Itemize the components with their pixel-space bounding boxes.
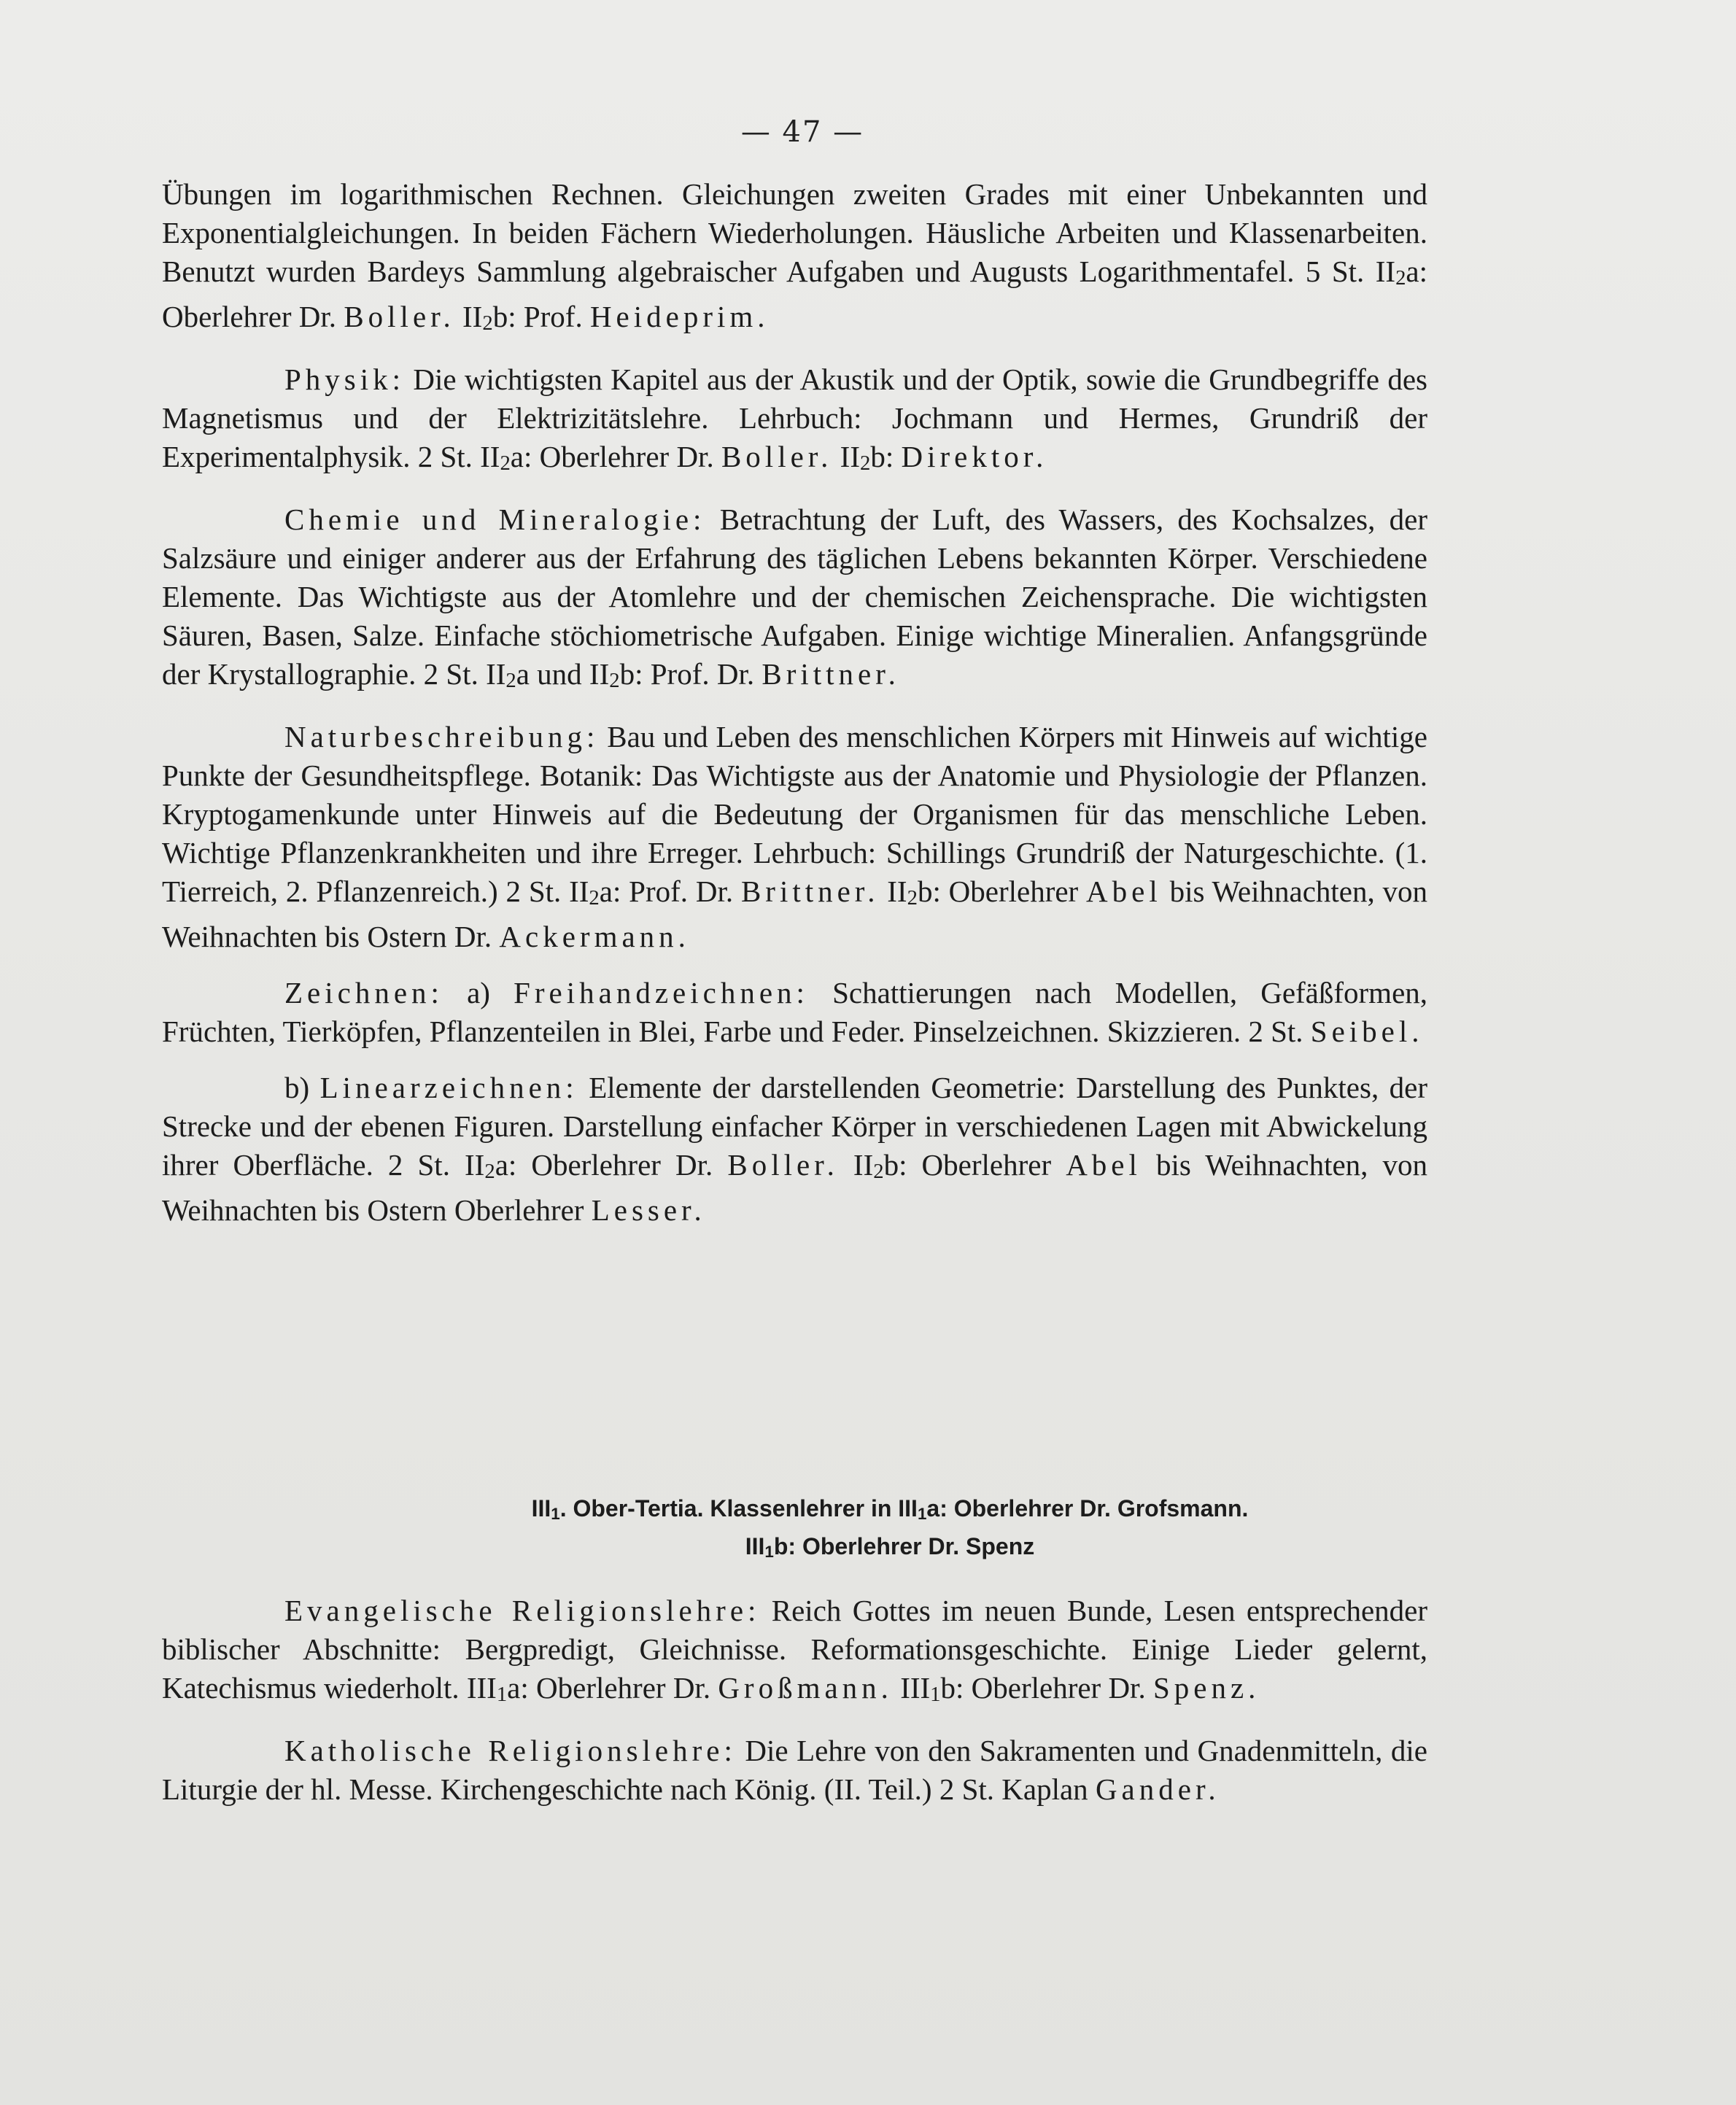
subscript: 2 [500, 451, 511, 475]
subscript: 1 [764, 1543, 774, 1561]
paragraph-text: a: Oberlehrer Dr. [162, 255, 1427, 333]
teacher-name: Abel [1086, 875, 1162, 908]
subscript: 2 [482, 311, 493, 335]
zeichnen-paragraph [162, 974, 1427, 1051]
page-number: — 47 — [740, 115, 864, 149]
paragraph-text: Die Lehre von den Sakramenten und Gnadenmitteln, die Liturgie der hl. Messe. Kirchengeschichte nach König. (II. Teil.) 2 St. Kaplan [162, 1734, 1427, 1806]
paragraph-text: Elemente der darstellenden Geometrie: Darstellung des Punktes, der Strecke und der ebenen Figuren. Darstellung einfacher Körper in verschiedenen Lagen mit Abwickelung ihrer Oberfläche. 2 St. II [162, 1071, 1428, 1182]
subscript: 2 [859, 451, 871, 475]
paragraph-text: b) [284, 1071, 310, 1104]
paragraph-text: II [853, 1148, 874, 1182]
teacher-name: Brittner. [740, 875, 880, 908]
paragraph-text: a: Oberlehrer Dr. [510, 440, 714, 473]
physik-paragraph [162, 360, 1427, 483]
paragraph-text: b: Prof. Dr. [619, 657, 755, 691]
subject-label: Chemie und Mineralogie: [284, 503, 706, 536]
paragraph-text: II [840, 440, 860, 473]
paragraph-text: b: Oberlehrer [883, 1148, 1052, 1182]
paragraph-text: Reich Gottes im neuen Bunde, Lesen entsprechender biblischer Abschnitte: Bergpredigt, Gleichnisse. Reformationsgeschichte. Einige Lieder gelernt, Katechismus wiederholt. III [162, 1594, 1428, 1705]
curriculum-upper-block [162, 175, 1427, 1247]
heading-text: a: Oberlehrer Dr. Grofsmann. [926, 1495, 1249, 1521]
teacher-name: Heideprim. [589, 300, 770, 333]
teacher-name: Seibel. [1310, 1015, 1424, 1048]
naturbeschreibung-paragraph [162, 718, 1427, 956]
section-heading-line-1 [88, 1489, 1692, 1533]
teacher-name: Boller. [727, 1148, 839, 1182]
paragraph-text: a: Oberlehrer Dr. [495, 1148, 713, 1182]
paragraph-text: b: Oberlehrer Dr. [940, 1671, 1146, 1705]
subscript: 1 [496, 1683, 508, 1706]
paragraph-text: b: Prof. [492, 300, 583, 333]
teacher-name: Boller. [344, 300, 455, 333]
subscript: 2 [873, 1160, 884, 1183]
teacher-name: Boller. [721, 440, 833, 473]
subject-label: Evangelische Religionslehre: [284, 1594, 761, 1627]
linearzeichnen-paragraph [162, 1069, 1427, 1230]
teacher-name: Lesser. [591, 1193, 706, 1227]
curriculum-lower-block [162, 1592, 1427, 1826]
paragraph-text: bis Weihnachten, von Weihnachten bis Ostern Oberlehrer [162, 1148, 1428, 1227]
heading-text: III [531, 1495, 551, 1521]
subscript: 2 [907, 886, 918, 910]
evangelische-religion-paragraph [162, 1592, 1427, 1714]
subject-label: Zeichnen: [284, 976, 443, 1009]
katholische-religion-paragraph [162, 1732, 1427, 1809]
paragraph-text: Die wichtigsten Kapitel aus der Akustik und der Optik, sowie die Grundbegriffe des Magnetismus und der Elektrizitätslehre. Lehrbuch: Jochmann und Hermes, Grundriß der Experimentalphysik. 2 St. II [162, 363, 1427, 473]
teacher-name: Gander. [1095, 1772, 1220, 1806]
teacher-name: Direktor. [901, 440, 1048, 473]
subscript: 1 [917, 1505, 927, 1523]
subject-sublabel: Linearzeichnen: [319, 1071, 578, 1104]
math-paragraph-end [162, 175, 1427, 343]
subscript: 2 [1395, 266, 1406, 290]
heading-text: b: Oberlehrer Dr. Spenz [773, 1533, 1035, 1559]
subject-label: Physik: [284, 363, 406, 396]
section-heading-line-2 [88, 1527, 1692, 1571]
paragraph-text: a) [467, 976, 490, 1009]
subscript: 2 [484, 1160, 495, 1183]
paragraph-text: Betrachtung der Luft, des Wassers, des Kochsalzes, der Salzsäure und einiger anderer aus der Erfahrung des täglichen Lebens bekannten Körper. Verschiedene Elemente. Das Wichtigste aus der Atomlehre und der chemischen Zeichensprache. Die wichtigsten Säuren, Basen, Salze. Einfache stöchiometrische Aufgaben. Einige wichtige Mineralien. Anfangsgründe der Krystallographie. 2 St. II [162, 503, 1428, 691]
subscript: 1 [930, 1683, 941, 1706]
subject-sublabel: Freihandzeichnen: [514, 976, 809, 1009]
chemie-paragraph [162, 500, 1427, 700]
subject-label: Naturbeschreibung: [284, 720, 600, 753]
heading-text: III [745, 1533, 765, 1559]
subscript: 2 [505, 669, 516, 692]
paragraph-text: a: Oberlehrer Dr. [507, 1671, 711, 1705]
heading-text: . Ober-Tertia. Klassenlehrer in III [559, 1495, 918, 1521]
paragraph-text: II [462, 300, 483, 333]
paragraph-text: a und II [516, 657, 610, 691]
paragraph-text: III [900, 1671, 931, 1705]
teacher-name: Ackermann. [499, 920, 690, 953]
subject-label: Katholische Religionslehre: [284, 1734, 737, 1767]
paragraph-text: b: Oberlehrer [917, 875, 1079, 908]
teacher-name: Spenz. [1152, 1671, 1260, 1705]
paragraph-text: Bau und Leben des menschlichen Körpers mit Hinweis auf wichtige Punkte der Gesundheitspflege. Botanik: Das Wichtigste aus der Anatomie und Physiologie der Pflanzen. Kryptogamenkunde unter Hinweis auf die Bedeutung der Organismen für das menschliche Leben. Wichtige Pflanzenkrankheiten und ihre Erreger. Lehrbuch: Schillings Grundriß der Naturgeschichte. (1. Tierreich, 2. Pflanzenreich.) 2 St. II [162, 720, 1428, 908]
subscript: 2 [589, 886, 600, 910]
teacher-name: Brittner. [762, 657, 900, 691]
paragraph-text: a: Prof. Dr. [599, 875, 734, 908]
paragraph-text: Schattierungen nach Modellen, Gefäßformen, Früchten, Tierköpfen, Pflanzenteilen in Blei, Farbe und Feder. Pinselzeichnen. Skizzieren. 2 St. [162, 976, 1428, 1048]
subscript: 1 [551, 1505, 560, 1523]
paragraph-text: Übungen im logarithmischen Rechnen. Gleichungen zweiten Grades mit einer Unbekannten und Exponentialgleichungen. In beiden Fächern Wiederholungen. Häusliche Arbeiten und Klassenarbeiten. Benutzt wurden Bardeys Sammlung algebraischer Aufgaben und Augusts Logarithmentafel. 5 St. II [162, 177, 1427, 288]
paragraph-text: bis Weihnachten, von Weihnachten bis Ostern Dr. [162, 875, 1428, 953]
paragraph-text: II [887, 875, 907, 908]
paragraph-text: b: [870, 440, 894, 473]
subscript: 2 [609, 669, 620, 692]
teacher-name: Großmann. [718, 1671, 893, 1705]
teacher-name: Abel [1066, 1148, 1142, 1182]
